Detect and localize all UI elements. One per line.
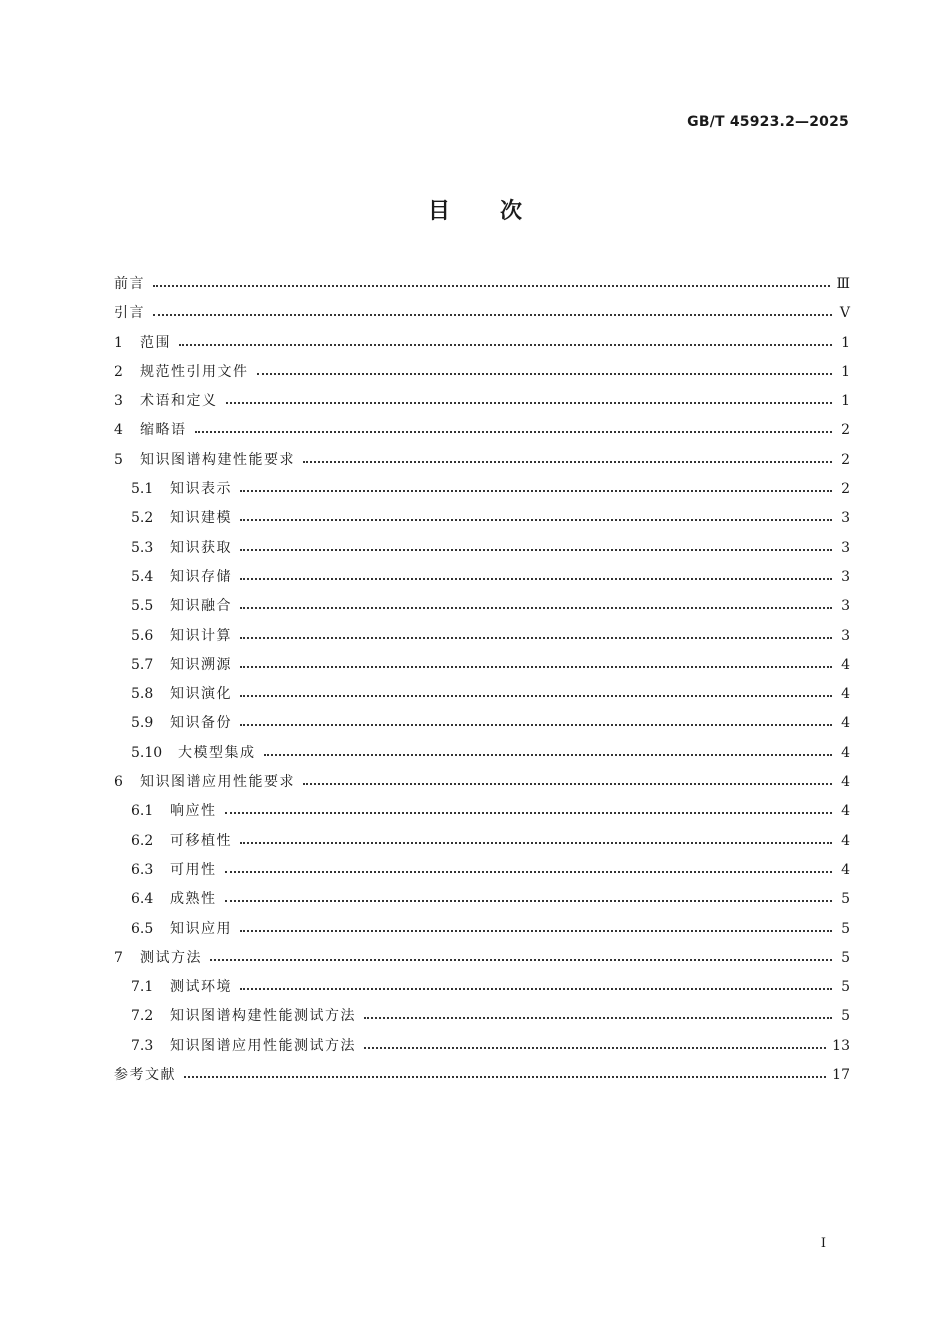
toc-entry-5-4[interactable] [114,563,850,592]
toc-entry-6-1[interactable] [114,797,850,826]
toc-page: 4 [841,832,850,849]
toc-number: 7.1 [131,979,154,996]
toc-number: 5.7 [131,656,154,673]
toc-page: 4 [841,656,850,673]
toc-label: 知识表示 [170,481,232,498]
toc-leader [240,973,832,1002]
toc-label: 知识建模 [170,510,232,527]
toc-leader [226,387,833,416]
toc-label: 引言 [114,305,145,322]
toc-leader [264,739,833,768]
toc-label: 知识图谱构建性能要求 [140,451,295,468]
toc-entry-5-5[interactable] [114,592,850,621]
toc-entry-5-1[interactable] [114,475,850,504]
toc-page: 5 [841,949,850,966]
toc-number: 5.3 [131,539,154,556]
toc-leader [225,797,833,826]
toc-page: 3 [841,598,850,615]
toc-page: 17 [832,1067,850,1084]
toc-entry-7-3[interactable] [114,1032,850,1061]
toc-leader [240,622,832,651]
toc-page: 4 [841,803,850,820]
toc-leader [240,827,832,856]
toc-entry-7-1[interactable] [114,973,850,1002]
toc-number: 2 [114,363,123,380]
toc-page: 2 [841,451,850,468]
toc-entry-5-8[interactable] [114,680,850,709]
toc-page: 1 [841,334,850,351]
toc-entry-foreword[interactable] [114,270,850,299]
toc-page: 5 [841,979,850,996]
toc-leader [240,504,832,533]
toc-leader [195,416,833,445]
table-of-contents [114,270,850,1090]
toc-label: 测试环境 [170,979,232,996]
toc-page: 13 [832,1037,850,1054]
toc-label: 响应性 [170,803,217,820]
toc-leader [257,358,833,387]
toc-page: 1 [841,393,850,410]
toc-page: 5 [841,920,850,937]
toc-page: 4 [841,686,850,703]
toc-entry-6-2[interactable] [114,827,850,856]
toc-entry-5-10[interactable] [114,739,850,768]
toc-number: 5.4 [131,568,154,585]
toc-label: 知识获取 [170,539,232,556]
toc-number: 5 [114,451,123,468]
toc-page: Ⅲ [836,276,850,292]
toc-entry-5-3[interactable] [114,534,850,563]
toc-leader [240,651,832,680]
toc-leader [225,885,833,914]
toc-leader [240,563,832,592]
toc-label: 知识备份 [170,715,232,732]
toc-leader [364,1002,832,1031]
toc-page: 2 [841,481,850,498]
toc-label: 范围 [140,334,171,351]
toc-label: 知识存储 [170,568,232,585]
toc-label: 可用性 [170,861,217,878]
toc-label: 测试方法 [140,949,202,966]
toc-page: 4 [841,861,850,878]
toc-label: 术语和定义 [140,393,218,410]
toc-number: 4 [114,422,123,439]
toc-page: 4 [841,774,850,791]
toc-page: Ⅴ [839,305,850,322]
toc-label: 知识溯源 [170,656,232,673]
page-title: 目次 [427,199,572,224]
toc-label: 大模型集成 [178,744,256,761]
toc-entry-bibliography[interactable] [114,1061,850,1090]
toc-leader [153,299,832,328]
toc-entry-2[interactable] [114,358,850,387]
toc-entry-6-4[interactable] [114,885,850,914]
toc-leader [153,270,830,299]
toc-leader [240,475,832,504]
toc-label: 缩略语 [140,422,187,439]
toc-number: 7.3 [131,1037,154,1054]
toc-entry-6-5[interactable] [114,915,850,944]
toc-number: 5.9 [131,715,154,732]
toc-number: 6.3 [131,861,154,878]
toc-label: 可移植性 [170,832,232,849]
toc-label: 知识图谱应用性能要求 [140,774,295,791]
standard-code: GB/T 45923.2—2025 [687,114,849,130]
toc-leader [184,1061,826,1090]
toc-page: 2 [841,422,850,439]
toc-label: 知识融合 [170,598,232,615]
toc-number: 6.5 [131,920,154,937]
toc-leader [240,709,832,738]
toc-label: 知识应用 [170,920,232,937]
page-number: Ⅰ [820,1236,826,1251]
toc-number: 7.2 [131,1008,154,1025]
toc-entry-1[interactable] [114,329,850,358]
toc-entry-4[interactable] [114,416,850,445]
toc-number: 6.2 [131,832,154,849]
toc-number: 5.1 [131,481,154,498]
toc-page: 4 [841,715,850,732]
toc-entry-6-3[interactable] [114,856,850,885]
toc-page: 3 [841,568,850,585]
toc-leader [240,592,832,621]
toc-leader [303,768,832,797]
toc-leader [240,915,832,944]
toc-label: 知识图谱应用性能测试方法 [170,1037,356,1054]
toc-label: 前言 [114,276,145,292]
toc-page: 5 [841,1008,850,1025]
toc-number: 6.4 [131,891,154,908]
toc-label: 知识图谱构建性能测试方法 [170,1008,356,1025]
toc-number: 5.2 [131,510,154,527]
toc-page: 3 [841,539,850,556]
toc-label: 参考文献 [114,1067,176,1084]
toc-number: 5.6 [131,627,154,644]
toc-number: 6.1 [131,803,154,820]
toc-page: 4 [841,744,850,761]
toc-leader [240,534,832,563]
toc-entry-7-2[interactable] [114,1002,850,1031]
toc-entry-3[interactable] [114,387,850,416]
toc-leader [240,680,832,709]
toc-entry-introduction[interactable] [114,299,850,328]
toc-entry-5-7[interactable] [114,651,850,680]
toc-entry-5[interactable] [114,446,850,475]
toc-leader [179,329,832,358]
toc-number: 7 [114,949,123,966]
toc-leader [210,944,832,973]
toc-page: 3 [841,627,850,644]
toc-number: 5.5 [131,598,154,615]
toc-leader [364,1032,826,1061]
toc-number: 6 [114,774,123,791]
toc-entry-6[interactable] [114,768,850,797]
toc-number: 3 [114,393,123,410]
toc-page: 5 [841,891,850,908]
toc-entry-5-2[interactable] [114,504,850,533]
toc-label: 知识演化 [170,686,232,703]
toc-page: 1 [841,363,850,380]
toc-leader [225,856,833,885]
toc-number: 5.8 [131,686,154,703]
toc-label: 成熟性 [170,891,217,908]
toc-entry-5-6[interactable] [114,622,850,651]
toc-leader [303,446,832,475]
toc-number: 1 [114,334,123,351]
toc-number: 5.10 [131,744,163,761]
toc-entry-7[interactable] [114,944,850,973]
toc-entry-5-9[interactable] [114,709,850,738]
toc-label: 知识计算 [170,627,232,644]
toc-page: 3 [841,510,850,527]
toc-label: 规范性引用文件 [140,363,249,380]
